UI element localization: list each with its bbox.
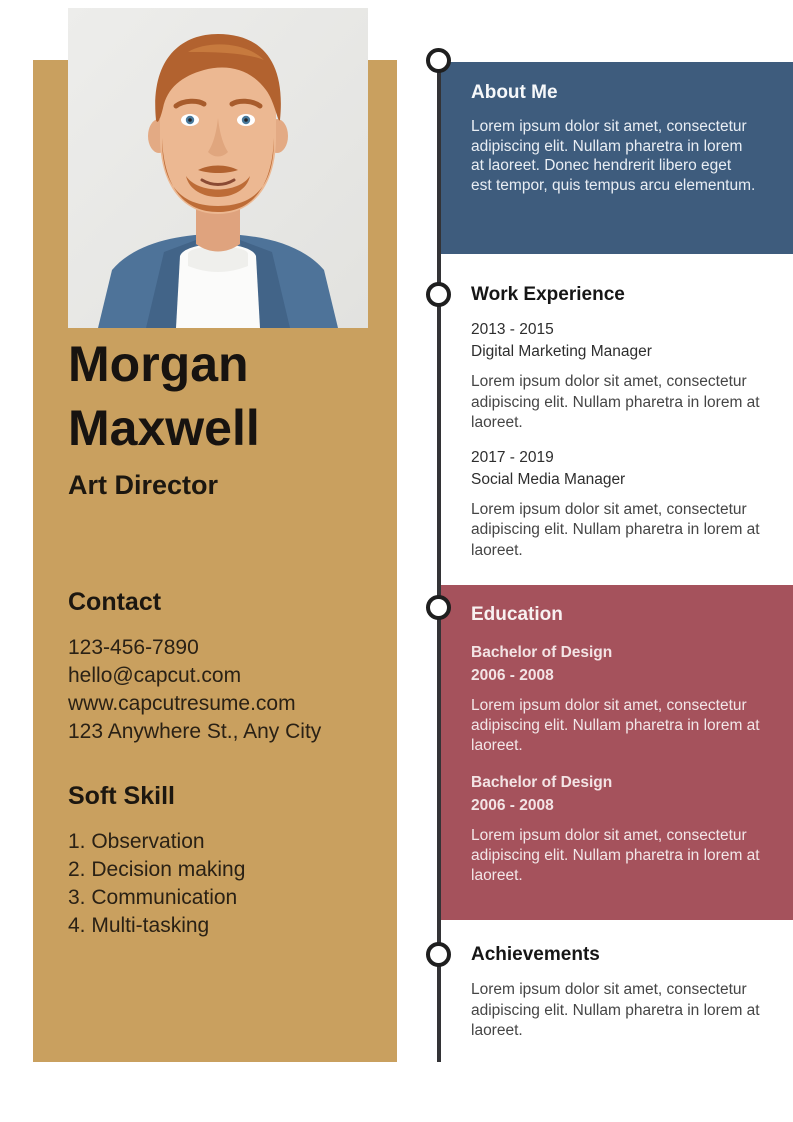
about-me-section	[441, 62, 793, 254]
contact-phone: 123-456-7890	[68, 636, 199, 659]
work-period: 2013 - 2015	[471, 321, 554, 338]
education-entry	[471, 771, 763, 886]
education-description: Lorem ipsum dolor sit amet, consectetur adipiscing elit. Nullam pharetra in lorem at laoreet.	[471, 697, 760, 754]
education-entry	[471, 641, 763, 756]
education-period: 2006 - 2008	[471, 797, 554, 814]
work-experience-section	[471, 284, 785, 561]
work-role: Digital Marketing Manager	[471, 343, 652, 360]
education-description: Lorem ipsum dolor sit amet, consectetur adipiscing elit. Nullam pharetra in lorem at laoreet.	[471, 827, 760, 884]
contact-section	[68, 588, 368, 746]
achievements-heading: Achievements	[471, 944, 600, 965]
timeline-node-about	[426, 48, 451, 73]
person-name-line1: Morgan	[68, 336, 249, 392]
soft-skill-item: 4. Multi-tasking	[68, 914, 210, 937]
contact-email: hello@capcut.com	[68, 664, 242, 687]
contact-address: 123 Anywhere St., Any City	[68, 720, 322, 743]
contact-website: www.capcutresume.com	[68, 692, 296, 715]
education-heading: Education	[471, 604, 563, 625]
work-experience-entry	[471, 319, 785, 434]
achievements-section	[471, 944, 785, 1042]
soft-skill-heading: Soft Skill	[68, 782, 175, 810]
contact-heading: Contact	[68, 588, 162, 616]
person-name-line2: Maxwell	[68, 400, 260, 456]
soft-skill-item: 2. Decision making	[68, 858, 246, 881]
soft-skill-section	[68, 782, 368, 940]
person-name	[68, 332, 368, 460]
profile-photo	[68, 8, 368, 328]
achievements-body: Lorem ipsum dolor sit amet, consectetur adipiscing elit. Nullam pharetra in lorem at laoreet.	[471, 981, 760, 1039]
education-section	[441, 585, 793, 920]
about-me-heading: About Me	[471, 82, 558, 103]
timeline-line	[437, 60, 441, 1062]
work-description: Lorem ipsum dolor sit amet, consectetur adipiscing elit. Nullam pharetra in lorem at laoreet.	[471, 500, 760, 559]
work-description: Lorem ipsum dolor sit amet, consectetur adipiscing elit. Nullam pharetra in lorem at laoreet.	[471, 373, 760, 431]
work-role: Social Media Manager	[471, 470, 626, 488]
timeline-node-achievements	[426, 942, 451, 967]
education-degree: Bachelor of Design	[471, 774, 613, 791]
work-period: 2017 - 2019	[471, 448, 554, 466]
soft-skill-item: 1. Observation	[68, 830, 205, 853]
work-experience-heading: Work Experience	[471, 284, 625, 305]
soft-skill-item: 3. Communication	[68, 886, 238, 909]
portrait-illustration	[68, 8, 368, 328]
education-degree: Bachelor of Design	[471, 644, 613, 661]
about-me-body: Lorem ipsum dolor sit amet, consectetur adipiscing elit. Nullam pharetra in lorem at laoreet. Donec hendrerit libero eget est tempor, quis tempus arcu elementum.	[471, 118, 756, 194]
timeline-node-education	[426, 595, 451, 620]
timeline-node-work-experience	[426, 282, 451, 307]
soft-skill-list	[68, 828, 368, 940]
work-experience-entry	[471, 447, 785, 562]
education-period: 2006 - 2008	[471, 667, 554, 684]
job-title: Art Director	[68, 470, 219, 500]
